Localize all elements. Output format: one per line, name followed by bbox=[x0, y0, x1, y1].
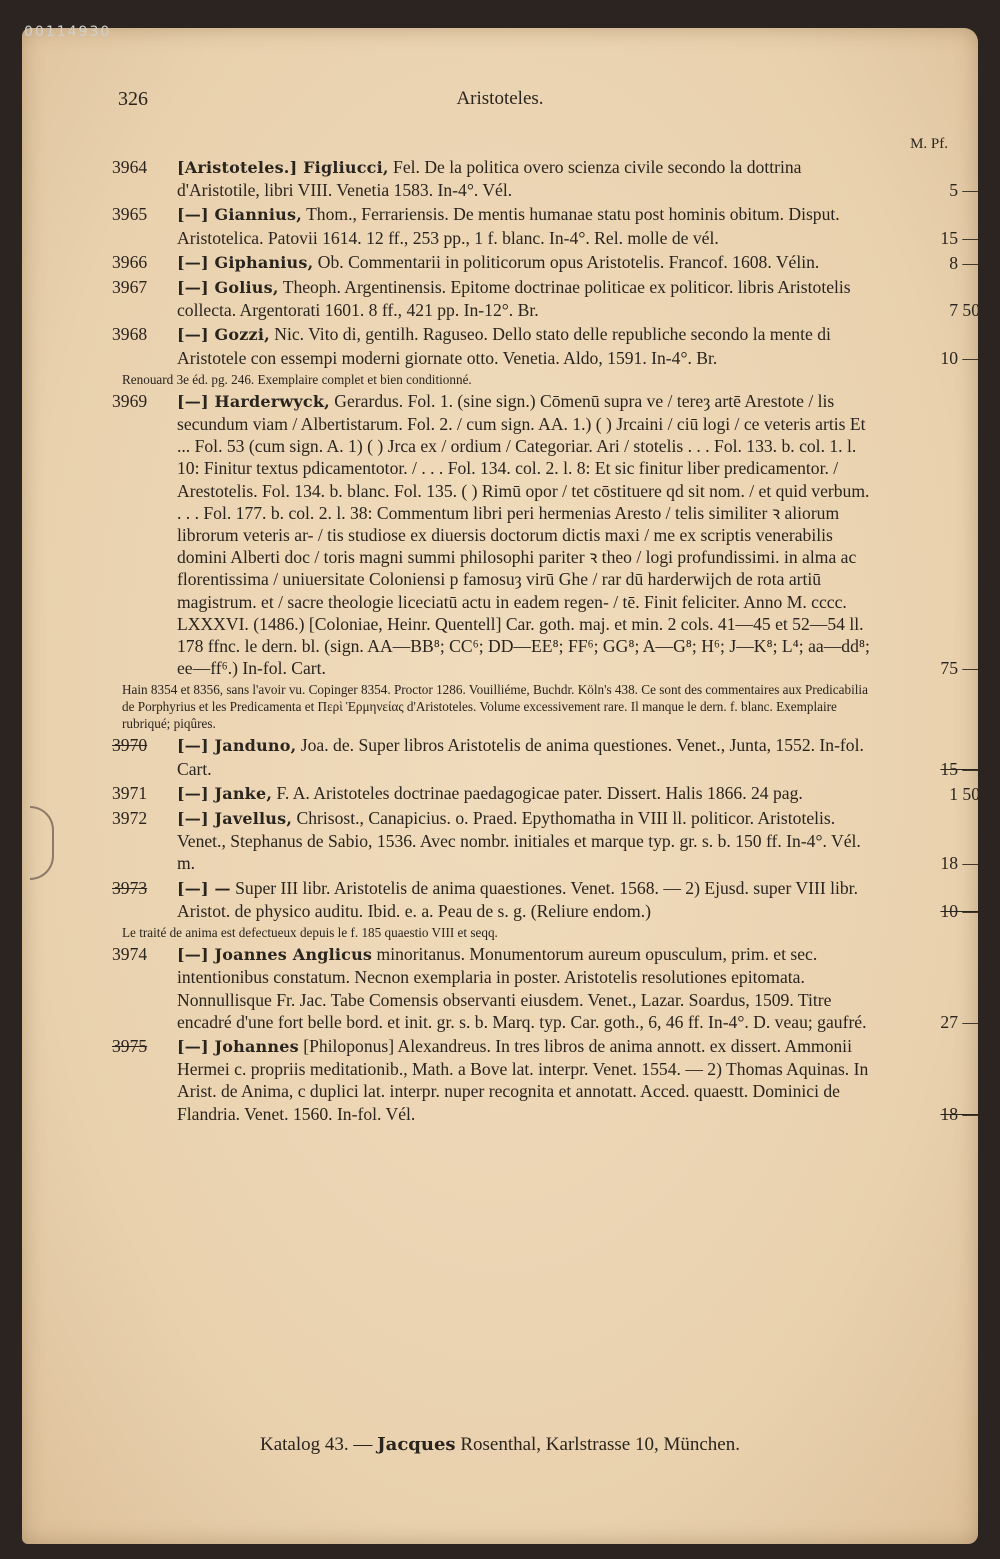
entry-number: 3974 bbox=[112, 944, 148, 965]
entry-description: Fel. De la politica overo scienza civile secondo la dottrina d'Aristotile, libri VIII. Venetia 1583. In-4°. Vél. bbox=[177, 157, 802, 201]
entry-note: Hain 8354 et 8356, sans l'avoir vu. Copinger 8354. Proctor 1286. Vouilliéme, Buchdr. Köln's 438. Ce sont des commentaires aux Predicabilia de Porphyrius et les Predicamenta et Περὶ Ἑρμηνείας d'Aristoteles. Volume excessivement rare. Il manque le dern. f. blanc. Exemplaire rubriqué; piqûres. bbox=[122, 682, 868, 732]
entry-author: [—] Joannes Anglicus bbox=[177, 945, 373, 965]
entry-description: Chrisost., Canapicius. o. Praed. Epythomatha in VIII ll. politicor. Aristotelis. Venet., Stephanus de Sabio, 1536. Avec nombr. initiales et marque typ. gr. s. b. 150 ff. In-4°. Vél. m. bbox=[177, 808, 861, 874]
entry-price: 5 — bbox=[949, 180, 980, 201]
catalog-entry bbox=[112, 807, 980, 875]
entry-number: 3966 bbox=[112, 251, 148, 272]
corner-id: 00114930 bbox=[24, 24, 112, 40]
entry-author: [—] Johannes bbox=[177, 1036, 299, 1056]
catalog-entry bbox=[112, 323, 980, 368]
entry-description: Ob. Commentarii in politicorum opus Aristotelis. Francof. 1608. Vélin. bbox=[313, 251, 820, 272]
entry-author: [—] Giphanius, bbox=[177, 252, 314, 272]
entry-price: 18 — bbox=[940, 1103, 980, 1124]
catalog-entry bbox=[112, 203, 980, 248]
entry-price: 10 — bbox=[940, 900, 980, 921]
entry-description: Joa. de. Super libros Aristotelis de anima questiones. Venet., Junta, 1552. In-fol. Cart. bbox=[177, 735, 864, 779]
page-number: 326 bbox=[118, 88, 148, 110]
catalog-entry bbox=[112, 734, 980, 779]
entry-price: 15 — bbox=[940, 227, 980, 248]
entry-price: 1 50 bbox=[949, 783, 980, 804]
catalog-entry bbox=[112, 156, 980, 201]
entry-price: 7 50 bbox=[949, 300, 980, 321]
entry-number: 3970 bbox=[112, 735, 148, 756]
catalog-entry bbox=[112, 251, 980, 274]
entry-number: 3969 bbox=[112, 390, 148, 411]
entry-number: 3968 bbox=[112, 324, 148, 345]
running-title: Aristoteles. bbox=[456, 88, 544, 109]
catalog-entry bbox=[112, 390, 980, 680]
catalog-page bbox=[22, 24, 980, 1544]
catalog-entries bbox=[112, 156, 980, 1127]
footer-prefix: Katalog 43. — bbox=[260, 1434, 378, 1455]
entry-price: 75 — bbox=[940, 658, 980, 679]
catalog-entry bbox=[112, 877, 980, 922]
page-footer bbox=[22, 1434, 978, 1456]
entry-author: [—] Janduno, bbox=[177, 736, 297, 756]
footer-publisher: Jacques bbox=[377, 1434, 456, 1455]
entry-description: F. A. Aristoteles doctrinae paedagogicae pater. Dissert. Halis 1866. 24 pag. bbox=[272, 782, 803, 803]
entry-author: [—] — bbox=[177, 878, 231, 898]
entry-price: 27 — bbox=[940, 1011, 980, 1032]
entry-description: [Philoponus] Alexandreus. In tres libros de anima annott. ex dissert. Ammonii Hermei c. propriis meditationib., Math. a Bove lat. interpr. Venet. 1554. — 2) Thomas Aquinas. In Arist. de Anima, c duplici lat. interpr. nuper recognita et annotatt. Acced. quaestt. Dominici de Flandria. Venet. 1560. In-fol. Vél. bbox=[177, 1035, 869, 1124]
catalog-entry bbox=[112, 782, 980, 805]
entry-number: 3973 bbox=[112, 877, 148, 898]
catalog-entry bbox=[112, 1035, 980, 1125]
entry-author: [—] Javellus, bbox=[177, 809, 293, 829]
entry-description: Gerardus. Fol. 1. (sine sign.) Cōmenū supra ve / tereȝ artē Arestote / lis secundum viam / Albertistarum. Fol. 2. / cum sign. AA. 1.) ( ) Jrcaini / ciū logi / ce veteris artis Et ... Fol. 53 (cum sign. A. 1) ( ) Jrca ex / ordium / Categoriar. Ari / stotelis . . . Fol. 133. b. col. 1. l. 10: Finitur textus pdicamentotor. / . . . Fol. 134. col. 2. l. 8: Et sic finitur liber predicamentor. / Arestotelis. Fol. 134. b. blanc. Fol. 135. ( ) Rimū opor / tet cōstituere qd sit nom. / et quid verbum. . . . Fol. 177. b. col. 2. l. 38: Commentum libri peri hermenias Aresto / telis similiter ꝛ aliorum librorum veteris ar- / tis studiose ex diuersis doctorum dictis maxi / me ex scriptis venerabilis domini Alberti doc / toris magni summi philosophi pariter ꝛ theo / logi profundissimi. in alma ac florentissima / uniuersitate Coloniensi p famosuȝ virū Ghe / rar dū harderwijch de rota artiū magistrum. et / sacre theologie liceciatū actu in eadem regen- / tē. Finit feliciter. Anno M. cccc. LXXXVI. (1486.) [Coloniae, Heinr. Quentell] Car. goth. maj. et min. 2 cols. 41—45 et 52—54 ll. 178 ffnc. le dern. bl. (sign. AA—BB⁸; CC⁶; DD—EE⁸; FF⁶; GG⁸; A—G⁸; H⁶; J—K⁸; L⁴; aa—dd⁸; ee—ff⁶.) In-fol. Cart. bbox=[177, 390, 870, 679]
entry-number: 3975 bbox=[112, 1035, 148, 1056]
entry-author: [Aristoteles.] Figliucci, bbox=[177, 158, 389, 177]
catalog-entry bbox=[112, 276, 980, 321]
entry-description: Super III libr. Aristotelis de anima quaestiones. Venet. 1568. — 2) Ejusd. super VIII libr. Aristot. de physico auditu. Ibid. e. a. Peau de s. g. (Reliure endom.) bbox=[177, 877, 858, 921]
entry-author: [—] Janke, bbox=[177, 783, 273, 803]
entry-number: 3965 bbox=[112, 204, 148, 225]
entry-description: Nic. Vito di, gentilh. Raguseo. Dello stato delle republiche secondo la mente di Aristotele con essempi moderni giornate otto. Venetia. Aldo, 1591. In-4°. Br. bbox=[177, 324, 831, 368]
entry-author: [—] Gozzi, bbox=[177, 325, 270, 345]
entry-author: [—] Harderwyck, bbox=[177, 391, 330, 411]
entry-price: 15 — bbox=[940, 758, 980, 779]
catalog-entry bbox=[112, 943, 980, 1033]
entry-note: Le traité de anima est defectueux depuis le f. 185 quaestio VIII et seqq. bbox=[122, 925, 498, 941]
entry-price: 8 — bbox=[949, 252, 980, 273]
entry-number: 3972 bbox=[112, 808, 148, 829]
currency-column-header: M. Pf. bbox=[910, 136, 948, 152]
entry-description: Thom., Ferrariensis. De mentis humanae statu post hominis obitum. Disput. Aristotelica. Patovii 1614. 12 ff., 253 pp., 1 f. blanc. In-4°. Rel. molle de vél. bbox=[177, 204, 840, 248]
entry-description: minoritanus. Monumentorum aureum opusculum, prim. et sec. intentionibus constatum. Necnon exemplaria in poster. Aristotelis resolutiones epitomata. Nonnullisque Fr. Jac. Tabe Comensis observanti eiusdem. Venet., Lazar. Soardus, 1509. Titre encadré d'une fort belle bord. et init. gr. s. b. Marq. typ. Car. goth., 6, 46 ff. In-4°. D. veau; gaufré. bbox=[177, 944, 867, 1032]
entry-description: Theoph. Argentinensis. Epitome doctrinae politicae ex politicor. libris Aristotelis collecta. Argentorati 1601. 8 ff., 421 pp. In-12°. Br. bbox=[177, 277, 851, 321]
entry-price: 18 — bbox=[940, 853, 980, 874]
entry-note: Renouard 3e éd. pg. 246. Exemplaire complet et bien conditionné. bbox=[122, 371, 472, 387]
clip-mark bbox=[30, 806, 54, 880]
entry-price: 10 — bbox=[940, 347, 980, 368]
entry-author: [—] Golius, bbox=[177, 278, 279, 298]
entry-number: 3964 bbox=[112, 157, 148, 177]
entry-author: [—] Giannius, bbox=[177, 205, 302, 225]
entry-number: 3971 bbox=[112, 782, 148, 803]
entry-number: 3967 bbox=[112, 277, 148, 298]
footer-address: Rosenthal, Karlstrasse 10, München. bbox=[455, 1434, 740, 1455]
